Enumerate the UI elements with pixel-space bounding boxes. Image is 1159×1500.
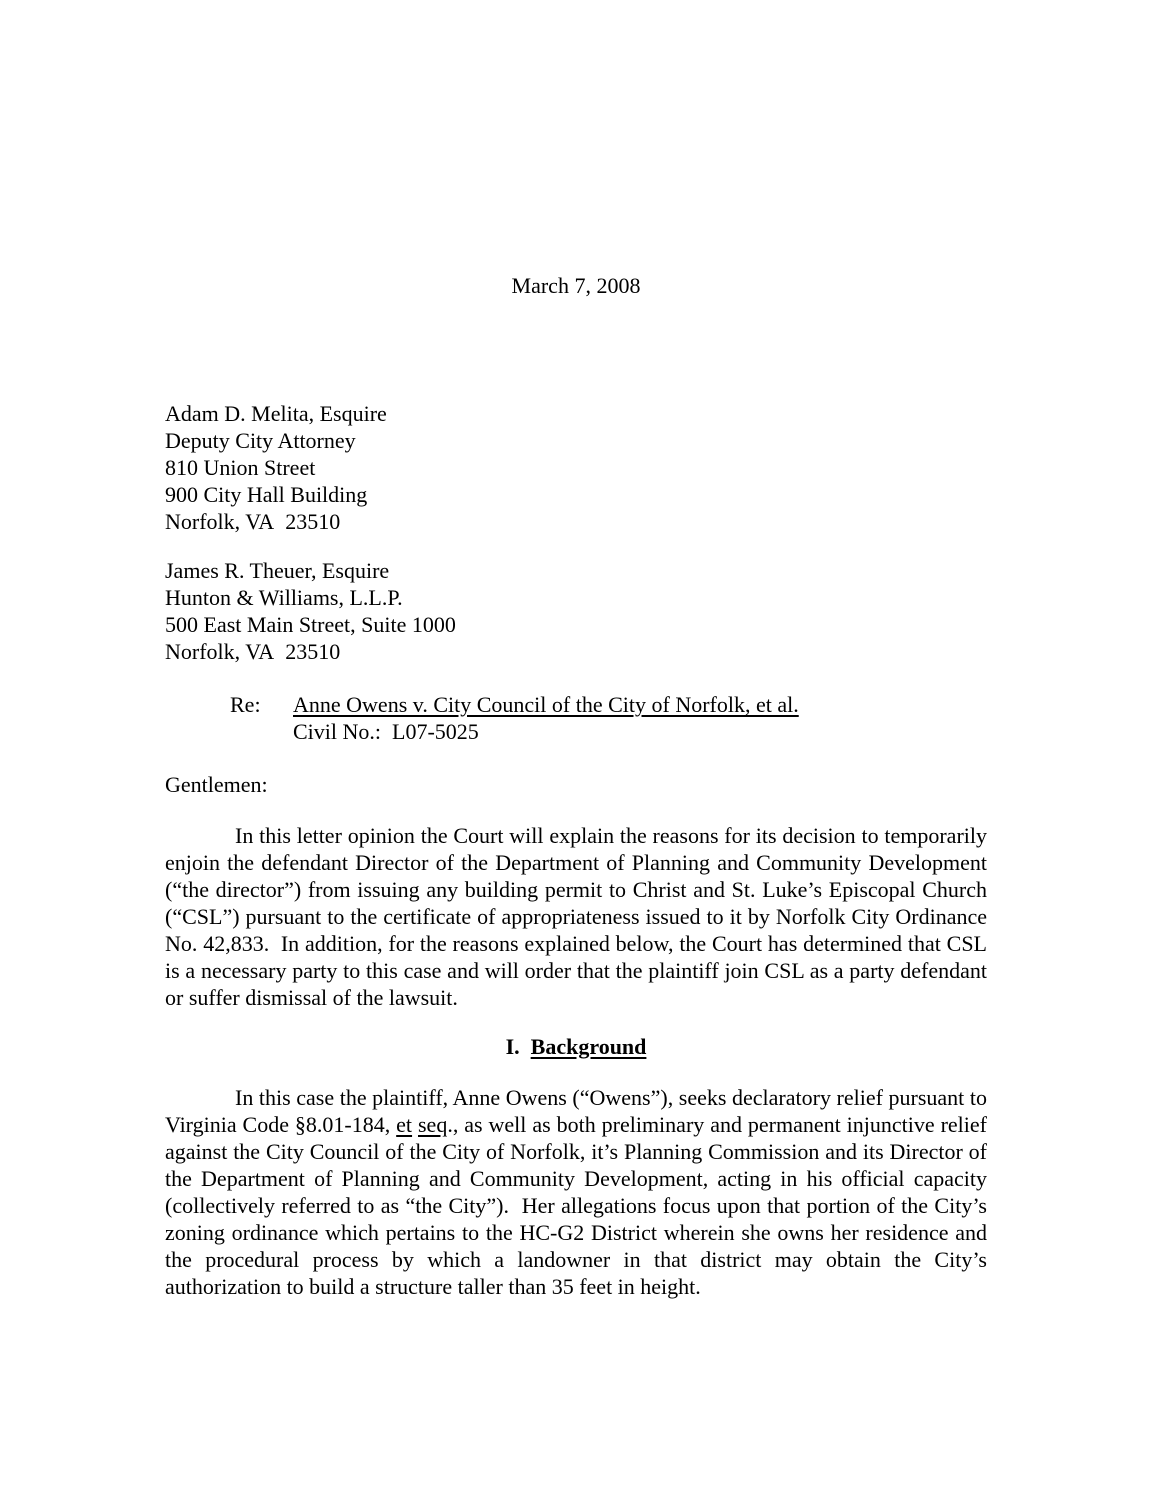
address-line: 900 City Hall Building bbox=[165, 482, 368, 507]
section-title: Background bbox=[530, 1034, 647, 1059]
salutation: Gentlemen: bbox=[165, 772, 268, 797]
section-heading-background bbox=[165, 1033, 987, 1060]
paragraph-text: In this case the plaintiff, Anne Owens (“Owens”), seeks declaratory relief pursuant to Virginia Code §8.01-184, bbox=[165, 1085, 987, 1137]
section-number: I. bbox=[505, 1034, 520, 1059]
address-line: Norfolk, VA 23510 bbox=[165, 639, 341, 664]
address-line: James R. Theuer, Esquire bbox=[165, 558, 390, 583]
address-line: Hunton & Williams, L.L.P. bbox=[165, 585, 403, 610]
case-name: Anne Owens v. City Council of the City of Norfolk, et al. bbox=[293, 692, 799, 717]
address-line: 810 Union Street bbox=[165, 455, 316, 480]
address-line: Deputy City Attorney bbox=[165, 428, 356, 453]
address-line: Adam D. Melita, Esquire bbox=[165, 401, 387, 426]
re-content bbox=[293, 691, 799, 745]
opening-paragraph: In this letter opinion the Court will explain the reasons for its decision to temporarily enjoin the defendant Director of the Department of Planning and Community Development (“the director”) from issuing any building permit to Christ and St. Luke’s Episcopal Church (“CSL”) pursuant to the certificate of appropriateness issued to it by Norfolk City Ordinance No. 42,833. In addition, for the reasons explained below, the Court has determined that CSL is a necessary party to this case and will order that the plaintiff join CSL as a party defendant or suffer dismissal of the lawsuit. bbox=[165, 823, 987, 1010]
background-paragraph bbox=[165, 1084, 987, 1300]
re-line bbox=[230, 691, 987, 745]
latin-term-seq: seq bbox=[418, 1112, 448, 1137]
civil-number: Civil No.: L07-5025 bbox=[293, 719, 479, 744]
latin-term-et: et bbox=[396, 1112, 413, 1137]
re-label: Re: bbox=[230, 692, 261, 717]
recipient-address-theuer bbox=[165, 557, 987, 665]
address-line: Norfolk, VA 23510 bbox=[165, 509, 341, 534]
paragraph-text: ., as well as both preliminary and permanent injunctive relief against the City Council of the City of Norfolk, it’s Planning Commission and its Director of the Department of Planning and Community Development, acting in his official capacity (collectively referred to as “the City”). Her allegations focus upon that portion of the City’s zoning ordinance which pertains to the HC-G2 District wherein she owns her residence and the procedural process by which a landowner in that district may obtain the City’s authorization to build a structure taller than 35 feet in height. bbox=[165, 1112, 987, 1299]
address-line: 500 East Main Street, Suite 1000 bbox=[165, 612, 456, 637]
recipient-address-melita bbox=[165, 400, 987, 535]
letter-date: March 7, 2008 bbox=[511, 273, 641, 298]
